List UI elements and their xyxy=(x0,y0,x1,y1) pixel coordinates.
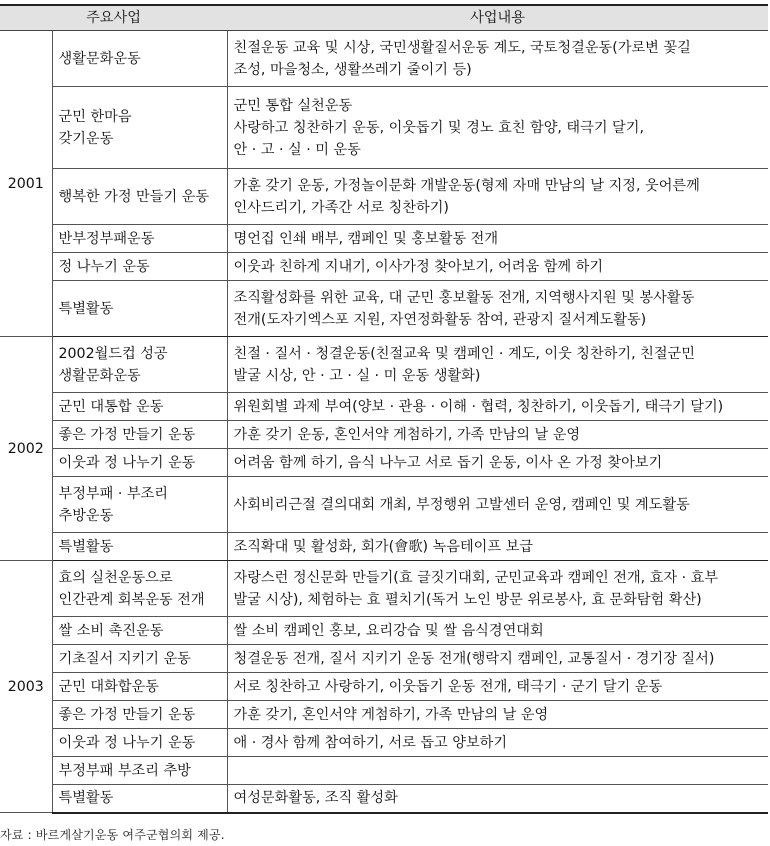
table-row xyxy=(0,421,768,449)
source-note: 자료 : 바르게살기운동 여주군협의회 제공. xyxy=(0,828,225,842)
content-cell xyxy=(227,281,768,337)
table-row xyxy=(0,617,768,645)
table-row xyxy=(0,281,768,337)
content-cell xyxy=(227,701,768,729)
business-cell xyxy=(52,281,227,337)
content-text: 자랑스런 정신문화 만들기(효 글짓기대회, 군민교육과 캠페인 전개, 효자 · 효부 발굴 시상), 체험하는 효 펼치기(독거 노인 방문 위로봉사, 효 문화탐험 확산) xyxy=(233,569,719,608)
business-table xyxy=(0,4,768,814)
content-cell xyxy=(227,31,768,87)
content-text: 조직활성화를 위한 교육, 대 군민 홍보활동 전개, 지역행사지원 및 봉사활동 전개(도자기엑스포 지원, 자연정화활동 참여, 관광지 질서계도활동) xyxy=(233,289,695,328)
table-row xyxy=(0,449,768,477)
business-label: 2002월드컵 성공 생활문화운동 xyxy=(58,345,168,384)
content-text: 애 · 경사 함께 참여하기, 서로 돕고 양보하기 xyxy=(233,734,508,751)
content-cell xyxy=(227,729,768,757)
business-label: 특별활동 xyxy=(58,300,114,317)
table-row xyxy=(0,785,768,813)
business-label: 부정부패 부조리 추방 xyxy=(58,762,191,779)
year-cell: 2003 xyxy=(0,561,52,813)
content-cell xyxy=(227,449,768,477)
business-cell xyxy=(52,31,227,87)
content-text: 이웃과 친하게 지내기, 이사가정 찾아보기, 어려움 함께 하기 xyxy=(233,258,604,275)
content-text: 명언집 인쇄 배부, 캠페인 및 홍보활동 전개 xyxy=(233,230,499,247)
table-row xyxy=(0,757,768,785)
business-label: 좋은 가정 만들기 운동 xyxy=(58,706,196,723)
business-cell xyxy=(52,421,227,449)
table-row xyxy=(0,87,768,169)
content-text: 가훈 갖기 운동, 가정놀이문화 개발운동(형제 자매 만남의 날 지정, 웃어른께 인사드리기, 가족간 서로 칭찬하기) xyxy=(233,177,700,216)
business-label: 기초질서 지키기 운동 xyxy=(58,650,191,667)
content-text: 친절운동 교육 및 시상, 국민생활질서운동 계도, 국토청결운동(가로변 꽃길 조성, 마을청소, 생활쓰레기 줄이기 등) xyxy=(233,39,691,78)
business-cell xyxy=(52,785,227,813)
business-label: 특별활동 xyxy=(58,538,114,555)
table-row xyxy=(0,701,768,729)
table-row xyxy=(0,169,768,225)
content-text: 어려움 함께 하기, 음식 나누고 서로 돕기 운동, 이사 온 가정 찾아보기 xyxy=(233,454,663,471)
business-label: 쌀 소비 촉진운동 xyxy=(58,622,164,639)
business-cell xyxy=(52,673,227,701)
business-label: 이웃과 정 나누기 운동 xyxy=(58,734,196,751)
table-row xyxy=(0,673,768,701)
table-row xyxy=(0,393,768,421)
business-cell xyxy=(52,701,227,729)
business-label: 좋은 가정 만들기 운동 xyxy=(58,426,196,443)
content-cell xyxy=(227,225,768,253)
business-cell xyxy=(52,729,227,757)
business-cell xyxy=(52,617,227,645)
table-row xyxy=(0,31,768,87)
table-row xyxy=(0,253,768,281)
content-text: 조직확대 및 활성화, 회가(會歌) 녹음테이프 보급 xyxy=(233,538,534,555)
business-label: 정 나누기 운동 xyxy=(58,258,150,275)
content-text: 군민 통합 실천운동 사랑하고 칭찬하기 운동, 이웃돕기 및 경노 효친 함양, 태극기 달기, 안 · 고 · 실 · 미 운동 xyxy=(233,97,644,158)
content-cell xyxy=(227,87,768,169)
content-cell xyxy=(227,617,768,645)
year-cell: 2002 xyxy=(0,337,52,561)
table-row xyxy=(0,645,768,673)
content-text: 친절 · 질서 · 청결운동(친절교육 및 캠페인 · 계도, 이웃 칭찬하기, 친절군민 발굴 시상, 안 · 고 · 실 · 미 운동 생활화) xyxy=(233,345,695,384)
business-label: 군민 대통합 운동 xyxy=(58,398,164,415)
content-cell xyxy=(227,757,768,785)
content-text: 청결운동 전개, 질서 지키기 운동 전개(행락지 캠페인, 교통질서 · 경기장 질서) xyxy=(233,650,715,667)
business-cell xyxy=(52,393,227,421)
business-label: 특별활동 xyxy=(58,790,114,807)
content-cell xyxy=(227,337,768,393)
business-label: 이웃과 정 나누기 운동 xyxy=(58,454,196,471)
header-business: 주요사업 xyxy=(0,5,227,31)
content-cell xyxy=(227,533,768,561)
content-cell xyxy=(227,169,768,225)
business-cell xyxy=(52,477,227,533)
table-body xyxy=(0,31,768,813)
business-cell xyxy=(52,645,227,673)
content-cell xyxy=(227,561,768,617)
content-text: 쌀 소비 캠페인 홍보, 요리강습 및 쌀 음식경연대회 xyxy=(233,622,544,639)
content-text: 사회비리근절 결의대회 개최, 부정행위 고발센터 운영, 캠페인 및 계도활동 xyxy=(233,496,690,513)
content-cell xyxy=(227,253,768,281)
year-cell: 2001 xyxy=(0,31,52,337)
business-cell xyxy=(52,253,227,281)
content-text: 서로 칭찬하고 사랑하기, 이웃돕기 운동 전개, 태극기 · 군기 달기 운동 xyxy=(233,678,663,695)
content-text: 가훈 갖기 운동, 혼인서약 게첨하기, 가족 만남의 날 운영 xyxy=(233,426,581,443)
business-cell xyxy=(52,225,227,253)
business-cell xyxy=(52,337,227,393)
table-row xyxy=(0,561,768,617)
business-label: 군민 대화합운동 xyxy=(58,678,159,695)
content-text: 여성문화활동, 조직 활성화 xyxy=(233,790,398,807)
business-cell xyxy=(52,757,227,785)
business-cell xyxy=(52,169,227,225)
table-row xyxy=(0,729,768,757)
header-content: 사업내용 xyxy=(227,5,768,31)
business-cell xyxy=(52,87,227,169)
content-cell xyxy=(227,673,768,701)
business-cell xyxy=(52,449,227,477)
business-label: 효의 실천운동으로 인간관계 회복운동 전개 xyxy=(58,569,205,608)
table-row xyxy=(0,337,768,393)
content-cell xyxy=(227,393,768,421)
business-label: 행복한 가정 만들기 운동 xyxy=(58,188,210,205)
business-label: 생활문화운동 xyxy=(58,50,141,67)
business-cell xyxy=(52,533,227,561)
business-cell xyxy=(52,561,227,617)
table-row xyxy=(0,225,768,253)
content-cell xyxy=(227,421,768,449)
table-row xyxy=(0,533,768,561)
content-text: 가훈 갖기, 혼인서약 게첨하기, 가족 만남의 날 운영 xyxy=(233,706,549,723)
content-cell xyxy=(227,477,768,533)
business-label: 부정부패 · 부조리 추방운동 xyxy=(58,485,168,524)
table-row xyxy=(0,477,768,533)
content-text: 위원회별 과제 부여(양보 · 관용 · 이해 · 협력, 칭찬하기, 이웃돕기, 태극기 달기) xyxy=(233,398,724,415)
content-cell xyxy=(227,785,768,813)
business-label: 군민 한마음 갖기운동 xyxy=(58,108,132,147)
content-cell xyxy=(227,645,768,673)
table-header xyxy=(0,5,768,31)
business-label: 반부정부패운동 xyxy=(58,230,155,247)
